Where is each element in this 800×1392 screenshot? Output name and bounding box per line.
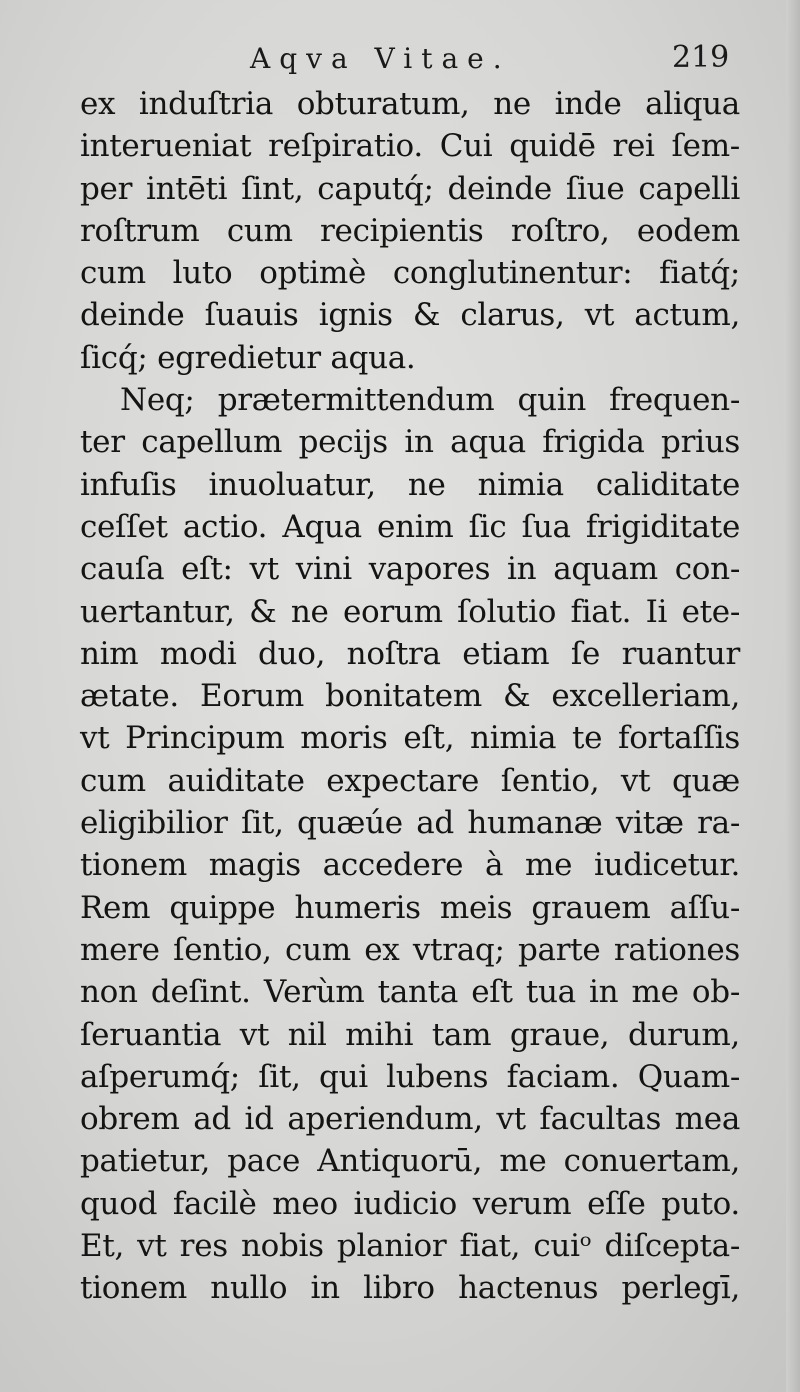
text-line: tionem magis accedere à me iudicetur. bbox=[80, 847, 740, 884]
text-line: patietur, pace Antiquorū, me conuertam, bbox=[80, 1143, 740, 1180]
text-line: infuſis inuoluatur, ne nimia caliditate bbox=[80, 466, 740, 503]
text-line: cum auiditate expectare ſentio, vt quæ bbox=[80, 762, 740, 799]
body-text bbox=[80, 83, 740, 1310]
text-line: aſperumq́; ſit, qui lubens faciam. Quam- bbox=[80, 1058, 740, 1095]
text-line: deinde ſuauis ignis & clarus, vt actum, bbox=[80, 297, 740, 334]
text-line: eligibilior ſit, quæúe ad humanæ vitæ ra- bbox=[80, 805, 740, 842]
page-number: 219 bbox=[672, 40, 730, 75]
text-line: nim modi duo, noſtra etiam ſe ruantur bbox=[80, 635, 740, 672]
text-line-paragraph-start: Neq; prætermittendum quin frequen- bbox=[120, 382, 740, 419]
text-line: obrem ad id aperiendum, vt facultas mea bbox=[80, 1101, 740, 1138]
page-edge-shadow bbox=[786, 0, 800, 1392]
text-line: mere ſentio, cum ex vtraq; parte rationes bbox=[80, 931, 740, 968]
text-line: per intēti ſint, caputq́; deinde ſiue capelli bbox=[80, 170, 740, 207]
text-line: roſtrum cum recipientis roſtro, eodem bbox=[80, 212, 740, 249]
text-line: ſicq́; egredietur aqua. bbox=[80, 339, 416, 376]
text-line: ex induſtria obturatum, ne inde aliqua bbox=[80, 86, 740, 122]
text-line: quod facilè meo iudicio verum eſſe puto. bbox=[80, 1185, 740, 1222]
text-line: ter capellum pecijs in aqua frigida prius bbox=[80, 424, 740, 461]
text-line: Rem quippe humeris meis grauem aſſu- bbox=[80, 889, 740, 926]
text-line: non deſint. Verùm tanta eſt tua in me ob- bbox=[80, 974, 740, 1011]
text-line: cum luto optimè conglutinentur: fiatq́; bbox=[80, 255, 740, 292]
text-line: ætate. Eorum bonitatem & excelleriam, bbox=[80, 678, 740, 715]
text-line: ſeruantia vt nil mihi tam graue, durum, bbox=[80, 1016, 740, 1053]
text-line: uertantur, & ne eorum ſolutio fiat. Ii ete- bbox=[80, 593, 740, 630]
text-line: vt Principum moris eſt, nimia te fortaſſis bbox=[80, 720, 740, 757]
text-line: ceſſet actio. Aqua enim ſic ſua frigiditate bbox=[80, 508, 740, 545]
text-line: tionem nullo in libro hactenus perlegī, bbox=[80, 1270, 740, 1307]
text-line: Et, vt res nobis planior fiat, cuiᵒ diſcepta- bbox=[80, 1228, 740, 1265]
running-head bbox=[0, 38, 800, 88]
running-head-title: Aqva Vitae. bbox=[250, 42, 511, 75]
text-line: interueniat reſpiratio. Cui quidē rei ſem- bbox=[80, 128, 740, 165]
text-line: cauſa eſt: vt vini vapores in aquam con- bbox=[80, 551, 740, 588]
